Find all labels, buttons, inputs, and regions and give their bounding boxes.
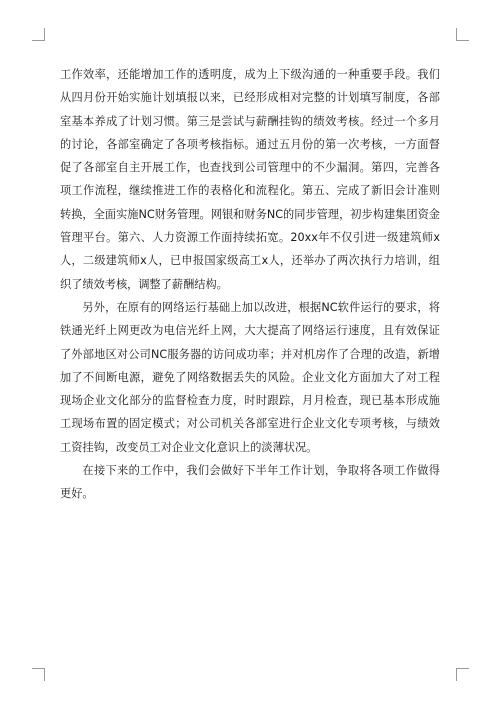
crop-mark-top-right — [456, 28, 469, 41]
paragraph-closing: 在接下来的工作中，我们会做好下半年工作计划，争取将各项工作做得更好。 — [60, 464, 440, 501]
document-body — [60, 63, 440, 506]
crop-mark-bottom-right — [456, 668, 469, 681]
crop-mark-top-left — [32, 28, 45, 41]
paragraph-continued: 工作效率，还能增加工作的透明度，成为上下级沟通的一种重要手段。我们从四月份开始实施计划填报以来，已经形成相对完整的计划填写制度，各部室基本养成了计划习惯。第三是尝试与薪酬挂钩的绩效考核。经过一个多月的讨论，各部室确定了各项考核指标。通过五月份的第一次考核，一方面督促了各部室自主开展工作，也查找到公司管理中的不少漏洞。第四，完善各项工作流程，继续推进工作的表格化和流程化。第五、完成了新旧会计准则转换，全面实施NC财务管理。网银和财务NC的同步管理，初步构建集团资金管理平台。第六、人力资源工作面持续拓宽。20xx年不仅引进一级建筑师x人，二级建筑师x人，已申报国家级高工x人，还举办了两次执行力培训，组织了绩效考核，调整了薪酬结构。 — [60, 68, 440, 291]
paragraph-network: 另外，在原有的网络运行基础上加以改进，根据NC软件运行的要求，将铁通光纤上网更改为电信光纤上网，大大提高了网络运行速度，且有效保证了外部地区对公司NC服务器的访问成功率；并对机房作了合理的改造，新增加了不间断电源，避免了网络数据丢失的风险。企业文化方面加大了对工程现场企业文化部分的监督检查力度，时时跟踪，月月检查，现已基本形成施工现场布置的固定模式；对公司机关各部室进行企业文化专项考核，与绩效工资挂钩，改变员工对企业文化意识上的淡薄状况。 — [60, 300, 440, 454]
crop-mark-bottom-left — [32, 668, 45, 681]
